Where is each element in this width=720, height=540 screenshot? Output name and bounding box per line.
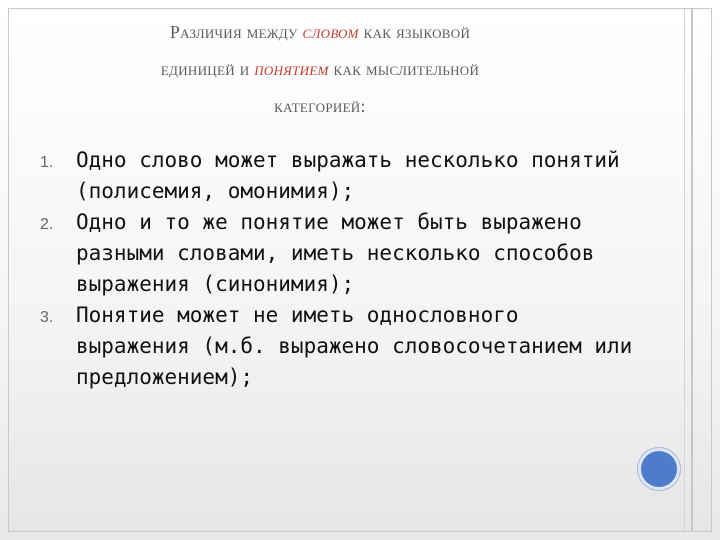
list-number: 1.: [40, 154, 54, 171]
title-text: как мыслительной: [333, 59, 480, 79]
title-text: единицей и: [160, 59, 250, 79]
decorative-circle-icon: [638, 448, 680, 490]
numbered-list: [40, 145, 640, 393]
title-line-3: [40, 88, 600, 125]
title-text: Различия между: [169, 22, 298, 42]
decorative-line: [691, 9, 693, 531]
decorative-line-thin: [684, 9, 685, 531]
list-number: 2.: [40, 216, 54, 233]
list-text: Одно слово может выражать несколько понятий (полисемия, омонимия);: [76, 148, 620, 203]
title-accent-word: словом: [302, 22, 359, 42]
list-item: [40, 207, 640, 300]
title-text: категорией:: [274, 96, 366, 116]
list-text: Одно и то же понятие может быть выражено разными словами, иметь несколько способов выражения (синонимия);: [76, 210, 595, 296]
title-line-2: [40, 51, 600, 88]
list-item: [40, 145, 640, 207]
list-text: Понятие может не иметь однословного выражения (м.б. выражено словосочетанием или предложением);: [76, 303, 633, 389]
title-accent-word: понятием: [254, 59, 329, 79]
list-item: [40, 300, 640, 393]
list-number: 3.: [40, 309, 54, 326]
title-line-1: [40, 14, 600, 51]
title-text: как языковой: [363, 22, 471, 42]
slide-title: [40, 14, 600, 125]
